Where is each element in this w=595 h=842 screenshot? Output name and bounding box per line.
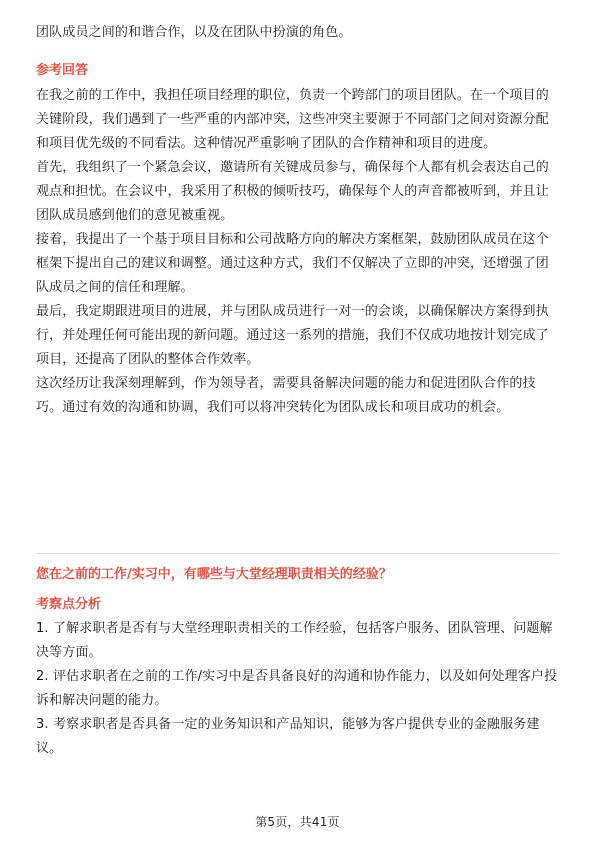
answer-section: [36, 60, 559, 82]
answer-heading: 参考回答: [36, 63, 89, 78]
answer-paragraph-3: 接着，我提出了一个基于项目目标和公司战略方向的解决方案框架，鼓励团队成员在这个框架下提出自己的建议和调整。通过这种方式，我们不仅解决了立即的冲突，还增强了团队成员之间的信任和理解。: [36, 232, 549, 295]
answer-paragraph-1: 在我之前的工作中，我担任项目经理的职位，负责一个跨部门的项目团队。在一个项目的关键阶段，我们遇到了一些严重的内部冲突，这些冲突主要源于不同部门之间对资源分配和项目优先级的不同看法。这种情况严重影响了团队的合作精神和项目的进度。: [36, 88, 549, 151]
intro-tail-text: 团队成员之间的和谐合作，以及在团队中扮演的角色。: [36, 25, 352, 40]
question-title: 您在之前的工作/实习中，有哪些与大堂经理职责相关的经验？: [36, 567, 392, 582]
question-section: [36, 564, 559, 586]
page-number-footer: 第5页，共41页: [255, 815, 340, 829]
analysis-point-1: 1. 了解求职者是否有与大堂经理职责相关的工作经验，包括客户服务、团队管理、问题解决等方面。: [36, 621, 553, 660]
answer-paragraphs: [36, 84, 559, 420]
section-divider: [36, 553, 559, 554]
analysis-points: [36, 617, 559, 761]
answer-paragraph-2: 首先，我组织了一个紧急会议，邀请所有关键成员参与，确保每个人都有机会表达自己的观点和担忧。在会议中，我采用了积极的倾听技巧，确保每个人的声音都被听到，并且让团队成员感到他们的意见被重视。: [36, 160, 549, 223]
answer-paragraph-4: 最后，我定期跟进项目的进展，并与团队成员进行一对一的会谈，以确保解决方案得到执行，并处理任何可能出现的新问题。通过这一系列的措施，我们不仅成功地按计划完成了项目，还提高了团队的整体合作效率。: [36, 304, 549, 367]
intro-tail-block: [36, 21, 559, 45]
analysis-heading: 考察点分析: [36, 597, 102, 612]
analysis-point-3: 3. 考察求职者是否具备一定的业务知识和产品知识，能够为客户提供专业的金融服务建议。: [36, 717, 540, 756]
analysis-section: [36, 594, 559, 616]
answer-paragraph-5: 这次经历让我深刻理解到，作为领导者，需要具备解决问题的能力和促进团队合作的技巧。通过有效的沟通和协调，我们可以将冲突转化为团队成长和项目成功的机会。: [36, 376, 536, 415]
analysis-point-2: 2. 评估求职者在之前的工作/实习中是否具备良好的沟通和协作能力，以及如何处理客户投诉和解决问题的能力。: [36, 669, 558, 708]
